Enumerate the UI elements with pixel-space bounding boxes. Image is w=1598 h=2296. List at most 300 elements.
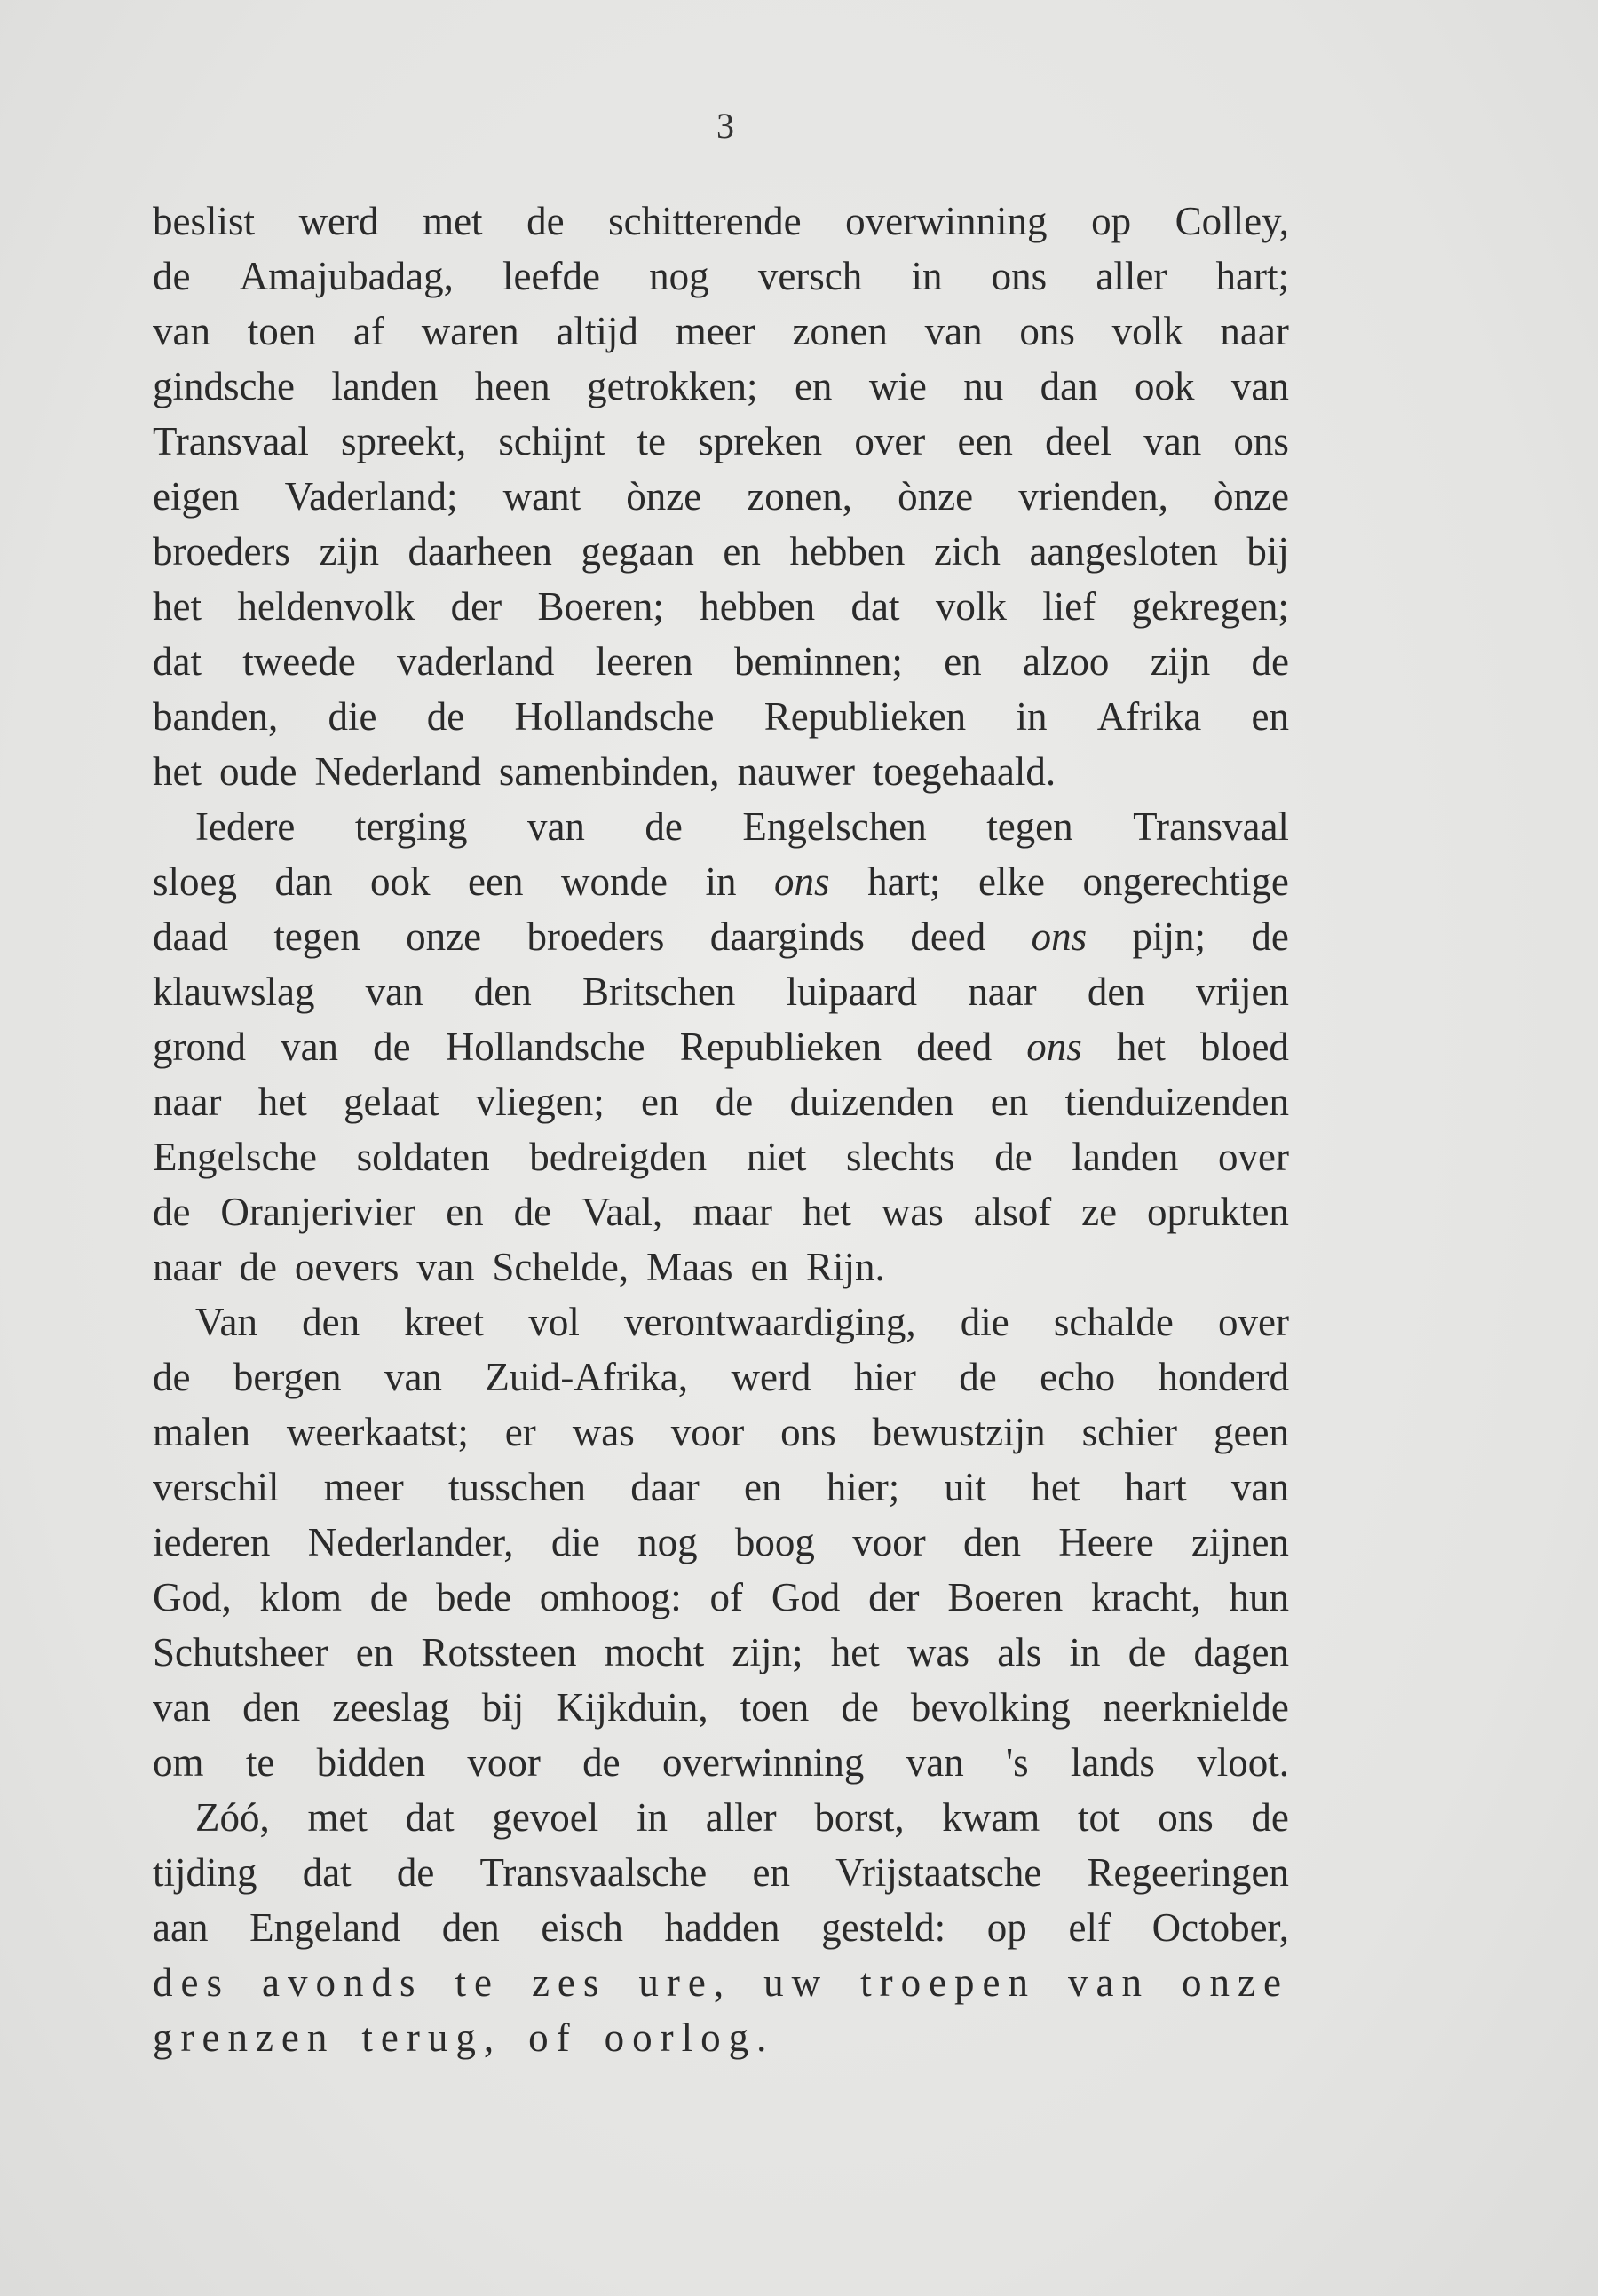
word: Transvaal bbox=[153, 419, 309, 463]
body-text bbox=[153, 194, 1289, 2065]
word: op bbox=[986, 1905, 1027, 1950]
word: schier bbox=[1081, 1410, 1178, 1454]
word: hier bbox=[853, 1355, 916, 1399]
word: hun bbox=[1229, 1575, 1289, 1619]
word: altijd bbox=[556, 309, 638, 353]
word: gekregen; bbox=[1131, 584, 1289, 629]
word: van bbox=[924, 309, 983, 353]
word: dat bbox=[850, 584, 900, 629]
word: terging bbox=[354, 804, 468, 849]
word: onze bbox=[1181, 1960, 1289, 2005]
text-line bbox=[153, 1735, 1289, 1790]
word: over bbox=[854, 419, 926, 463]
word: alzoo bbox=[1022, 639, 1110, 684]
word: de bbox=[1251, 914, 1289, 959]
word: Britschen bbox=[581, 970, 736, 1014]
word: het bbox=[1116, 1025, 1166, 1069]
word: alsof bbox=[973, 1190, 1052, 1234]
text-line bbox=[153, 1239, 1289, 1294]
word: honderd bbox=[1158, 1355, 1289, 1399]
word: de bbox=[153, 1190, 191, 1234]
word: zijn; bbox=[732, 1630, 803, 1674]
word: aller bbox=[705, 1795, 777, 1840]
word: met bbox=[423, 199, 483, 243]
word: Transvaal bbox=[1133, 804, 1289, 849]
word: bij bbox=[481, 1685, 525, 1730]
word: de bbox=[153, 1355, 191, 1399]
word: van bbox=[416, 1245, 475, 1289]
word: omhoog: bbox=[539, 1575, 682, 1619]
word: waren bbox=[421, 309, 519, 353]
word: Boeren; bbox=[537, 584, 664, 629]
word: in bbox=[705, 859, 737, 904]
text-line bbox=[153, 854, 1289, 909]
word: tienduizenden bbox=[1064, 1080, 1289, 1124]
word: banden, bbox=[153, 694, 279, 739]
text-line bbox=[153, 799, 1289, 854]
word: het bbox=[1031, 1465, 1080, 1509]
word: October, bbox=[1151, 1905, 1289, 1950]
word: landen bbox=[331, 364, 439, 408]
word: in bbox=[636, 1795, 668, 1840]
word: Van bbox=[195, 1300, 257, 1344]
word: Vaderland; bbox=[284, 474, 458, 519]
word: daar bbox=[630, 1465, 700, 1509]
word: aller bbox=[1096, 254, 1167, 298]
word: een bbox=[468, 859, 524, 904]
word: toen bbox=[740, 1685, 810, 1730]
word: de bbox=[239, 1245, 277, 1289]
word: beslist bbox=[153, 199, 256, 243]
word: Nederlander, bbox=[307, 1520, 514, 1564]
word: en bbox=[641, 1080, 679, 1124]
word: overwinning bbox=[845, 199, 1048, 243]
word: verschil bbox=[153, 1465, 280, 1509]
word: Rotssteen bbox=[421, 1630, 577, 1674]
text-line bbox=[153, 909, 1289, 964]
word: Schutsheer bbox=[153, 1630, 328, 1674]
word: kracht, bbox=[1091, 1575, 1201, 1619]
word: Vaal, bbox=[581, 1190, 663, 1234]
word: elke bbox=[978, 859, 1045, 904]
word: de bbox=[426, 694, 465, 739]
word: nog bbox=[649, 254, 709, 298]
text-line bbox=[153, 1129, 1289, 1184]
word: oorlog. bbox=[604, 2015, 775, 2060]
word: de bbox=[994, 1135, 1032, 1179]
word: bloed bbox=[1199, 1025, 1289, 1069]
word: er bbox=[504, 1410, 536, 1454]
word: nauwer bbox=[737, 749, 855, 794]
word: soldaten bbox=[356, 1135, 490, 1179]
word: borst, bbox=[814, 1795, 905, 1840]
word: ons bbox=[1026, 1025, 1082, 1069]
word: te bbox=[637, 419, 667, 463]
word: van bbox=[1230, 1465, 1289, 1509]
word: weerkaatst; bbox=[286, 1410, 469, 1454]
word: dat bbox=[405, 1795, 455, 1840]
word: en bbox=[990, 1080, 1029, 1124]
word: van bbox=[906, 1740, 964, 1785]
text-line bbox=[153, 634, 1289, 689]
word: tusschen bbox=[447, 1465, 586, 1509]
word: klom bbox=[259, 1575, 343, 1619]
word: die bbox=[960, 1300, 1009, 1344]
word: de bbox=[841, 1685, 879, 1730]
word: deel bbox=[1045, 419, 1112, 463]
word: Engelsche bbox=[153, 1135, 317, 1179]
word: den bbox=[1087, 970, 1145, 1014]
word: oprukten bbox=[1146, 1190, 1289, 1234]
word: ons bbox=[991, 254, 1048, 298]
word: over bbox=[1218, 1135, 1289, 1179]
word: tegen bbox=[986, 804, 1073, 849]
text-line bbox=[153, 2010, 1289, 2065]
word: naar bbox=[968, 970, 1037, 1014]
word: vol bbox=[528, 1300, 580, 1344]
word: of bbox=[709, 1575, 744, 1619]
word: heen bbox=[474, 364, 550, 408]
word: de bbox=[715, 1080, 754, 1124]
word: kreet bbox=[404, 1300, 485, 1344]
word: luipaard bbox=[786, 970, 918, 1014]
word: dan bbox=[1040, 364, 1098, 408]
word: Afrika bbox=[1096, 694, 1202, 739]
word: de bbox=[153, 254, 191, 298]
word: wie bbox=[868, 364, 927, 408]
word: vliegen; bbox=[475, 1080, 605, 1124]
word: de bbox=[513, 1190, 552, 1234]
text-line bbox=[153, 1184, 1289, 1239]
word: over bbox=[1217, 1300, 1289, 1344]
text-line bbox=[153, 1955, 1289, 2010]
word: broeders bbox=[526, 914, 665, 959]
word: de bbox=[526, 199, 565, 243]
word: des bbox=[153, 1960, 230, 2005]
word: werd bbox=[298, 199, 379, 243]
word: ònze bbox=[626, 474, 702, 519]
text-line bbox=[153, 1405, 1289, 1460]
word: 's bbox=[1006, 1740, 1029, 1785]
word: ons bbox=[1031, 914, 1088, 959]
word: kwam bbox=[942, 1795, 1040, 1840]
word: maar bbox=[692, 1190, 773, 1234]
word: het bbox=[153, 749, 202, 794]
word: en bbox=[355, 1630, 394, 1674]
word: pijn; bbox=[1132, 914, 1206, 959]
word: de bbox=[959, 1355, 997, 1399]
word: deed bbox=[916, 1025, 993, 1069]
word: slechts bbox=[846, 1135, 955, 1179]
word: den bbox=[242, 1685, 301, 1730]
word: bidden bbox=[316, 1740, 426, 1785]
text-line bbox=[153, 194, 1289, 249]
word: daarheen bbox=[407, 529, 552, 574]
word: uit bbox=[944, 1465, 987, 1509]
word: terug, bbox=[361, 2015, 502, 2060]
word: broeders bbox=[153, 529, 290, 574]
word: eigen bbox=[153, 474, 240, 519]
word: was bbox=[906, 1630, 969, 1674]
word: vloot. bbox=[1197, 1740, 1289, 1785]
word: spreekt, bbox=[341, 419, 467, 463]
word: toen bbox=[247, 309, 317, 353]
word: voor bbox=[467, 1740, 541, 1785]
word: toegehaald. bbox=[873, 749, 1056, 794]
word: schijnt bbox=[498, 419, 605, 463]
word: Engelschen bbox=[742, 804, 927, 849]
word: vrienden, bbox=[1018, 474, 1168, 519]
word: ons bbox=[780, 1410, 836, 1454]
word: en bbox=[794, 364, 833, 408]
word: meer bbox=[323, 1465, 404, 1509]
word: met bbox=[307, 1795, 368, 1840]
word: troepen bbox=[860, 1960, 1037, 2005]
word: zijnen bbox=[1191, 1520, 1289, 1564]
text-line bbox=[153, 1845, 1289, 1900]
word: samenbinden, bbox=[498, 749, 720, 794]
word: tegen bbox=[273, 914, 360, 959]
word: oude bbox=[218, 749, 297, 794]
word: ons bbox=[1019, 309, 1075, 353]
text-line bbox=[153, 249, 1289, 304]
word: deed bbox=[910, 914, 986, 959]
word: ons bbox=[1158, 1795, 1214, 1840]
word: der bbox=[868, 1575, 920, 1619]
word: een bbox=[957, 419, 1013, 463]
word: de bbox=[645, 804, 683, 849]
word: den bbox=[473, 970, 532, 1014]
word: het bbox=[802, 1190, 851, 1234]
word: schalde bbox=[1053, 1300, 1174, 1344]
word: ure, bbox=[638, 1960, 732, 2005]
word: van bbox=[365, 970, 423, 1014]
word: den bbox=[963, 1520, 1021, 1564]
text-line bbox=[153, 1019, 1289, 1074]
text-line bbox=[153, 1570, 1289, 1625]
word: Zóó, bbox=[195, 1795, 270, 1840]
word: wonde bbox=[561, 859, 668, 904]
word: leefde bbox=[502, 254, 600, 298]
word: van bbox=[153, 1685, 210, 1730]
word: hier; bbox=[826, 1465, 900, 1509]
word: gevoel bbox=[492, 1795, 599, 1840]
word: en bbox=[723, 529, 761, 574]
word: tot bbox=[1077, 1795, 1120, 1840]
word: hart; bbox=[867, 859, 941, 904]
word: versch bbox=[757, 254, 863, 298]
word: af bbox=[353, 309, 384, 353]
text-line bbox=[153, 1625, 1289, 1680]
word: Oranjerivier bbox=[220, 1190, 416, 1234]
word: op bbox=[1091, 199, 1132, 243]
word: Amajubadag, bbox=[239, 254, 454, 298]
word: Heere bbox=[1058, 1520, 1154, 1564]
word: de bbox=[373, 1025, 411, 1069]
word: beminnen; bbox=[733, 639, 903, 684]
word: onze bbox=[406, 914, 482, 959]
word: vaderland bbox=[397, 639, 555, 684]
word: ook bbox=[1135, 364, 1195, 408]
word: van bbox=[153, 309, 210, 353]
word: daad bbox=[153, 914, 228, 959]
word: Vrijstaatsche bbox=[835, 1850, 1042, 1895]
word: God bbox=[771, 1575, 841, 1619]
word: daarginds bbox=[709, 914, 865, 959]
word: dagen bbox=[1193, 1630, 1289, 1674]
text-line bbox=[153, 1294, 1289, 1350]
text-line bbox=[153, 1900, 1289, 1955]
word: de bbox=[1251, 1795, 1289, 1840]
word: hebben bbox=[700, 584, 816, 629]
word: bede bbox=[436, 1575, 511, 1619]
word: avonds bbox=[261, 1960, 423, 2005]
word: klauwslag bbox=[153, 970, 315, 1014]
word: ze bbox=[1081, 1190, 1118, 1234]
text-line bbox=[153, 1515, 1289, 1570]
word: neerknielde bbox=[1103, 1685, 1289, 1730]
word: om bbox=[153, 1740, 204, 1785]
text-line bbox=[153, 689, 1289, 744]
word: heldenvolk bbox=[237, 584, 415, 629]
word: boog bbox=[734, 1520, 815, 1564]
word: in bbox=[1016, 694, 1048, 739]
text-line bbox=[153, 1790, 1289, 1845]
word: God, bbox=[153, 1575, 232, 1619]
word: gindsche bbox=[153, 364, 295, 408]
text-line bbox=[153, 304, 1289, 359]
word: ònze bbox=[898, 474, 974, 519]
word: Boeren bbox=[947, 1575, 1064, 1619]
text-line bbox=[153, 579, 1289, 634]
word: volk bbox=[935, 584, 1007, 629]
text-line bbox=[153, 524, 1289, 579]
word: de bbox=[396, 1850, 435, 1895]
word: bevolking bbox=[910, 1685, 1071, 1730]
word: hart; bbox=[1215, 254, 1289, 298]
word: getrokken; bbox=[587, 364, 758, 408]
word: oevers bbox=[294, 1245, 400, 1289]
word: lief bbox=[1042, 584, 1096, 629]
word: gelaat bbox=[344, 1080, 439, 1124]
word: van bbox=[1068, 1960, 1150, 2005]
word: Republieken bbox=[679, 1025, 882, 1069]
word: ons bbox=[1233, 419, 1289, 463]
word: hebben bbox=[789, 529, 906, 574]
word: voor bbox=[670, 1410, 745, 1454]
word: te bbox=[455, 1960, 500, 2005]
word: Hollandsche bbox=[445, 1025, 645, 1069]
word: zijn bbox=[319, 529, 379, 574]
word: spreken bbox=[698, 419, 823, 463]
word: naar bbox=[153, 1080, 222, 1124]
word: dat bbox=[153, 639, 202, 684]
word: aan bbox=[153, 1905, 209, 1950]
word: was bbox=[572, 1410, 635, 1454]
word: nog bbox=[637, 1520, 698, 1564]
word: gesteld: bbox=[821, 1905, 946, 1950]
word: van bbox=[1143, 419, 1202, 463]
word: zijn bbox=[1150, 639, 1211, 684]
word: was bbox=[881, 1190, 944, 1234]
word: den bbox=[441, 1905, 500, 1950]
word: tweede bbox=[242, 639, 356, 684]
word: meer bbox=[675, 309, 755, 353]
word: Transvaalsche bbox=[479, 1850, 708, 1895]
word: nu bbox=[963, 364, 1004, 408]
word: ook bbox=[370, 859, 431, 904]
word: duizenden bbox=[789, 1080, 954, 1124]
word: uw bbox=[763, 1960, 829, 2005]
word: de bbox=[1251, 639, 1289, 684]
word: van bbox=[1230, 364, 1289, 408]
page-number: 3 bbox=[716, 106, 735, 146]
word: te bbox=[245, 1740, 275, 1785]
word: en bbox=[750, 1245, 789, 1289]
word: schitterende bbox=[608, 199, 802, 243]
word: den bbox=[302, 1300, 360, 1344]
text-line bbox=[153, 469, 1289, 524]
word: Republieken bbox=[763, 694, 967, 739]
word: niet bbox=[746, 1135, 807, 1179]
word: aangesloten bbox=[1029, 529, 1218, 574]
word: in bbox=[911, 254, 943, 298]
word: zes bbox=[531, 1960, 607, 2005]
word: grenzen bbox=[153, 2015, 336, 2060]
word: van bbox=[281, 1025, 339, 1069]
text-line bbox=[153, 414, 1289, 469]
word: en bbox=[1251, 694, 1289, 739]
word: bergen bbox=[233, 1355, 342, 1399]
word: geen bbox=[1214, 1410, 1289, 1454]
word: in bbox=[1069, 1630, 1101, 1674]
word: Nederland bbox=[314, 749, 481, 794]
word: leeren bbox=[595, 639, 693, 684]
word: ònze bbox=[1214, 474, 1289, 519]
word: zonen bbox=[792, 309, 888, 353]
word: bewustzijn bbox=[872, 1410, 1046, 1454]
word: Colley, bbox=[1175, 199, 1289, 243]
word: want bbox=[502, 474, 581, 519]
word: zonen, bbox=[747, 474, 853, 519]
word: elf bbox=[1068, 1905, 1111, 1950]
word: Iedere bbox=[195, 804, 296, 849]
word: ongerechtige bbox=[1082, 859, 1289, 904]
word: volk bbox=[1111, 309, 1183, 353]
text-line bbox=[153, 1074, 1289, 1129]
word: malen bbox=[153, 1410, 250, 1454]
word: dan bbox=[274, 859, 333, 904]
word: zeeslag bbox=[332, 1685, 450, 1730]
word: het bbox=[153, 584, 202, 629]
word: werd bbox=[731, 1355, 811, 1399]
word: sloeg bbox=[153, 859, 237, 904]
word: en bbox=[752, 1850, 790, 1895]
word: het bbox=[830, 1630, 880, 1674]
word: hadden bbox=[664, 1905, 780, 1950]
word: dat bbox=[302, 1850, 352, 1895]
word: grond bbox=[153, 1025, 246, 1069]
word: en bbox=[744, 1465, 782, 1509]
word: iederen bbox=[153, 1520, 271, 1564]
word: Engeland bbox=[249, 1905, 401, 1950]
text-line bbox=[153, 1680, 1289, 1735]
text-line bbox=[153, 359, 1289, 414]
word: echo bbox=[1040, 1355, 1116, 1399]
word: Regeeringen bbox=[1087, 1850, 1289, 1895]
word: en bbox=[944, 639, 982, 684]
word: landen bbox=[1072, 1135, 1179, 1179]
